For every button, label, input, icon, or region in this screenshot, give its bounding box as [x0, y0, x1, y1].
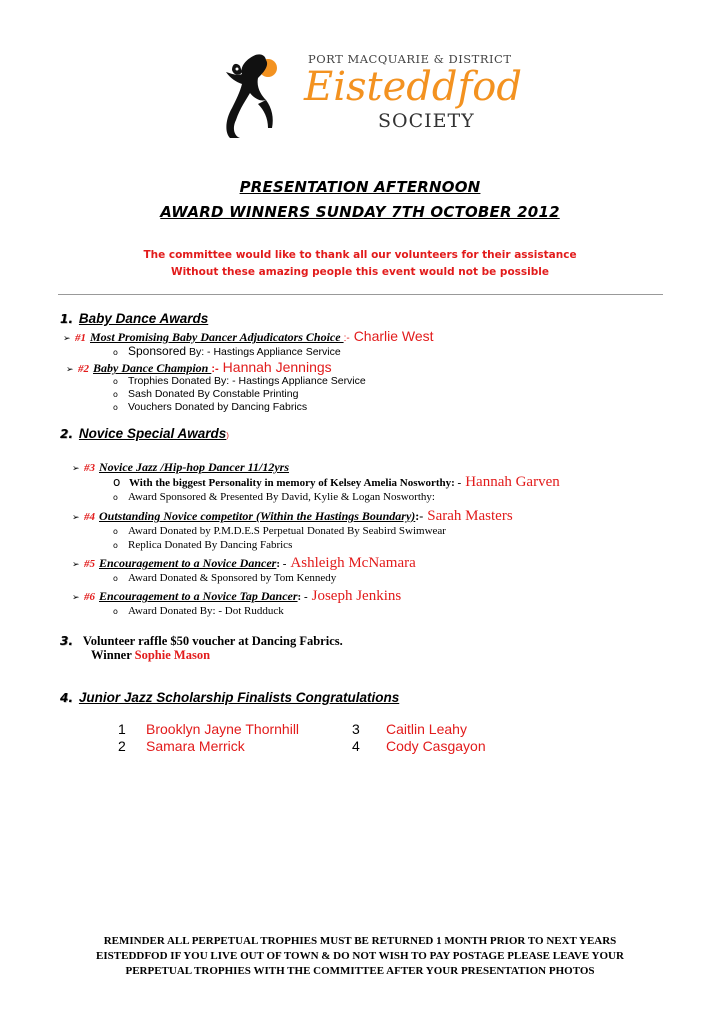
circle-bullet-icon: o	[113, 574, 118, 583]
circle-bullet-icon: o	[113, 377, 118, 386]
section-3-winner-line	[91, 648, 210, 663]
award-separator: :-	[211, 363, 219, 375]
title-award-winners: AWARD WINNERS SUNDAY 7TH OCTOBER 2012	[160, 203, 560, 221]
finalist-name: Caitlin Leahy	[386, 721, 467, 737]
section-4-label: Junior Jazz Scholarship Finalists Congratulations	[78, 690, 400, 705]
section-1-number: 1.	[60, 312, 73, 326]
sub-text: Replica Donated By Dancing Fabrics	[128, 539, 293, 551]
title-presentation: PRESENTATION AFTERNOON	[239, 178, 481, 196]
circle-bullet-icon: o	[113, 541, 118, 550]
divider	[58, 294, 663, 295]
arrow-bullet-icon: ➢	[66, 364, 74, 374]
circle-bullet-icon: o	[113, 493, 118, 502]
section-2-number: 2.	[60, 427, 73, 441]
award-number: #1	[75, 332, 86, 344]
raffle-winner: Sophie Mason	[134, 648, 211, 662]
arrow-bullet-icon: ➢	[72, 559, 80, 569]
section-1-label: Baby Dance Awards	[78, 311, 209, 326]
circle-bullet-icon: o	[113, 403, 118, 412]
finalist-name: Cody Casgayon	[386, 738, 486, 754]
award-winner: Ashleigh McNamara	[290, 555, 416, 571]
logo-line-2: Eisteddfod	[304, 64, 522, 110]
section-4-number: 4.	[60, 691, 73, 705]
section-2-heading	[60, 426, 229, 441]
society-logo	[210, 48, 522, 143]
award-item-6-sub	[113, 605, 284, 617]
logo-line-3: SOCIETY	[378, 110, 475, 132]
winner-label: Winner	[91, 648, 132, 662]
arrow-bullet-icon: ➢	[72, 463, 80, 473]
award-item-4	[72, 507, 513, 525]
circle-bullet-icon: o	[113, 348, 118, 357]
section-3-label: Volunteer raffle $50 voucher at Dancing Fabrics.	[82, 634, 343, 648]
circle-bullet-icon: o	[113, 390, 118, 399]
thanks-line-1: The committee would like to thank all our volunteers for their assistance	[143, 249, 577, 261]
award-separator: : -	[276, 558, 287, 570]
award-title: Encouragement to a Novice Tap Dancer	[99, 589, 298, 603]
sub-text: Award Donated By: - Dot Rudduck	[128, 605, 284, 617]
sub-text: Trophies Donated By: - Hastings Appliance Service	[128, 375, 366, 387]
section-3-number: 3.	[60, 634, 73, 648]
award-separator: :-	[415, 509, 424, 523]
award-item-5	[72, 554, 416, 572]
award-winner: Hannah Garven	[465, 474, 560, 490]
award-title: Baby Dance Champion	[93, 361, 212, 375]
finalist-1	[118, 721, 299, 737]
sponsored-by: By: - Hastings Appliance Service	[188, 346, 341, 358]
award-title: Outstanding Novice competitor (Within the Hastings Boundary)	[99, 509, 416, 523]
sub-text: Award Donated by P.M.D.E.S Perpetual Donated By Seabird Swimwear	[128, 525, 446, 537]
finalist-rank: 3	[352, 721, 360, 737]
sponsored-word: Sponsored	[128, 344, 187, 358]
section-2-label: Novice Special Awards	[78, 426, 227, 441]
reminder-line-3: PERPETUAL TROPHIES WITH THE COMMITTEE AFTER YOUR PRESENTATION PHOTOS	[125, 965, 595, 977]
arrow-bullet-icon: ➢	[72, 592, 80, 602]
award-title: Encouragement to a Novice Dancer	[99, 556, 277, 570]
award-number: #6	[84, 591, 95, 603]
award-item-5-sub	[113, 572, 336, 584]
arrow-bullet-icon: ➢	[63, 333, 71, 343]
logo-line-1: PORT MACQUARIE & DISTRICT	[308, 52, 512, 66]
circle-bullet-icon: o	[113, 527, 118, 536]
award-item-1-sub	[113, 344, 341, 358]
award-title: Novice Jazz /Hip-hop Dancer 11/12yrs	[99, 460, 289, 474]
finalist-3	[352, 721, 467, 737]
award-item-3-sub-1	[113, 473, 560, 491]
award-separator: :-	[343, 333, 350, 344]
finalist-rank: 4	[352, 738, 360, 754]
reminder-line-1: REMINDER ALL PERPETUAL TROPHIES MUST BE RETURNED 1 MONTH PRIOR TO NEXT YEARS	[103, 935, 617, 947]
award-number: #5	[84, 558, 95, 570]
award-number: #3	[84, 462, 95, 474]
section-4-heading	[60, 690, 399, 705]
finalist-name: Brooklyn Jayne Thornhill	[146, 721, 300, 737]
award-winner: Joseph Jenkins	[311, 588, 402, 604]
sub-text: Vouchers Donated by Dancing Fabrics	[128, 401, 308, 413]
thanks-line-2: Without these amazing people this event would not be possible	[170, 266, 549, 278]
finalist-name: Samara Merrick	[146, 738, 245, 754]
finalist-rank: 1	[118, 721, 126, 737]
arrow-bullet-icon: ➢	[72, 512, 80, 522]
sub-text: Award Sponsored & Presented By David, Kylie & Logan Nosworthy:	[128, 491, 435, 503]
award-winner: Sarah Masters	[427, 508, 513, 524]
finalist-2	[118, 738, 245, 754]
award-item-4-sub-1	[113, 525, 446, 537]
section-1-heading	[60, 311, 208, 326]
award-number: #2	[78, 363, 89, 375]
award-winner: Hannah Jennings	[222, 359, 332, 375]
award-item-2-sub-3	[113, 401, 307, 413]
award-separator: : -	[297, 591, 308, 603]
finalist-rank: 2	[118, 738, 126, 754]
circle-bullet-icon: o	[113, 475, 121, 489]
award-item-2-sub-2	[113, 388, 298, 400]
finalist-4	[352, 738, 486, 754]
reminder-line-2: EISTEDDFOD IF YOU LIVE OUT OF TOWN & DO NOT WISH TO PAY POSTAGE PLEASE LEAVE YOUR	[96, 950, 624, 962]
award-title: Most Promising Baby Dancer Adjudicators Choice	[90, 330, 344, 344]
award-item-3-sub-2	[113, 491, 435, 503]
circle-bullet-icon: o	[113, 607, 118, 616]
sub-text: Sash Donated By Constable Printing	[128, 388, 299, 400]
sub-text: Award Donated & Sponsored by Tom Kennedy	[128, 572, 337, 584]
award-winner: Charlie West	[353, 328, 434, 344]
section-2-paren: )	[226, 431, 229, 440]
award-item-2-sub-1	[113, 375, 366, 387]
award-number: #4	[84, 511, 95, 523]
award-item-4-sub-2	[113, 539, 292, 551]
sub-label: With the biggest Personality in memory of Kelsey Amelia Nosworthy: -	[129, 477, 462, 489]
award-item-6	[72, 587, 401, 605]
